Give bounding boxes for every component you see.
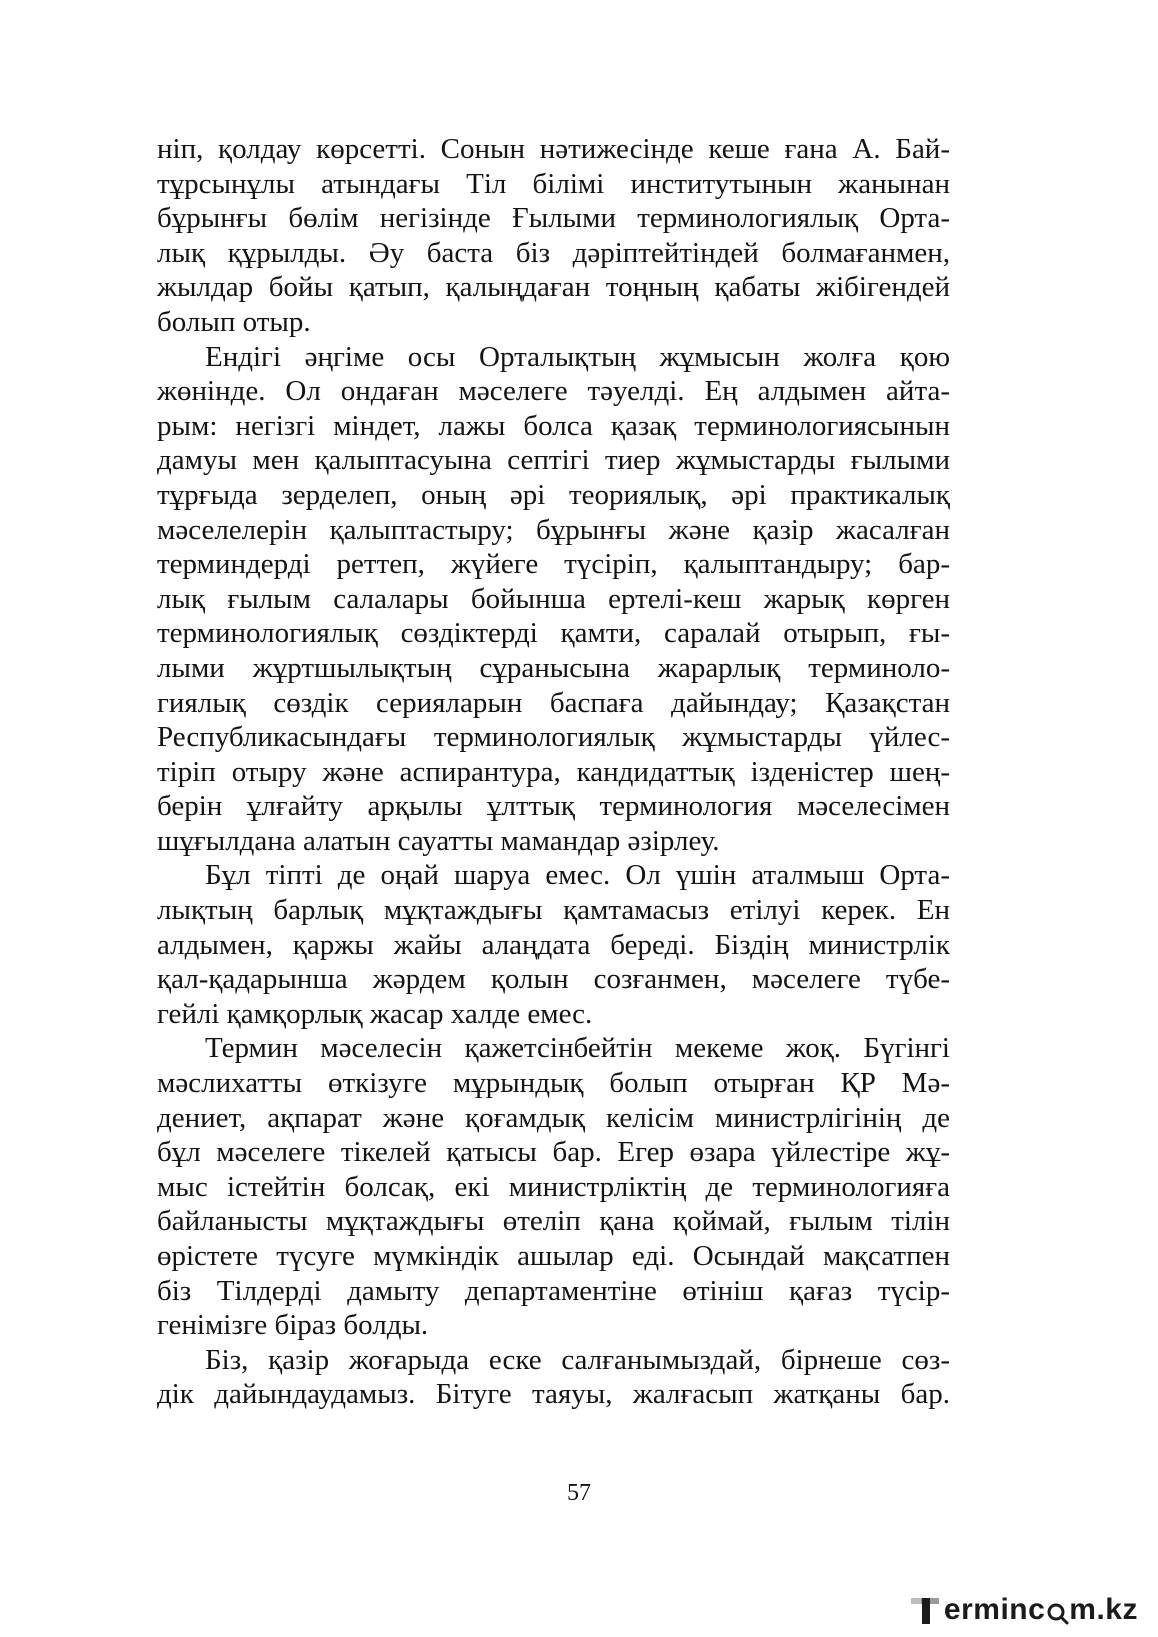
paragraph [157,1343,950,1412]
text-line: дамуы мен қалыптасуына септігі тиер жұмыстарды ғылыми [157,444,950,477]
text-line: қал-қадарынша жәрдем қолын созғанмен, мәселеге түбе- [157,963,950,996]
text-line: болып отыр. [157,305,311,338]
text-line: лық құрылды. Әу баста біз дәріптейтіндей болмағанмен, [157,236,950,269]
text-line: шұғылдана алатын сауатты мамандар әзірлеу. [157,824,720,857]
watermark-text-end: m.kz [1069,1593,1138,1626]
text-line: рым: негізгі міндет, лажы болса қазақ терминологиясынын [157,409,950,442]
watermark-logo [909,1590,1138,1630]
text-line: жөнінде. Ол ондаған мәселеге тәуелді. Ең алдымен айта- [157,375,950,408]
text-line: генімізге біраз болды. [157,1309,429,1342]
text-line: дениет, ақпарат және қоғамдық келісім министрлігінің де [157,1101,950,1134]
text-line: лық ғылым салалары бойынша ертелі-кеш жарық көрген [157,582,950,615]
text-line: жылдар бойы қатып, қалыңдаған тоңның қабаты жібігендей [157,271,950,304]
text-line: тұрғыда зерделеп, оның әрі теориялық, әрі практикалық [157,478,950,511]
paragraph [157,340,950,859]
body-text [157,132,950,1412]
paragraph [157,858,950,1031]
page-number: 57 [567,1480,591,1506]
text-line: алдымен, қаржы жайы алаңдата береді. Біздің министрлік [157,928,950,961]
text-line: Ендігі әңгіме осы Орталықтың жұмысын жолға қою [205,340,950,373]
text-line: өрістете түсуге мүмкіндік ашылар еді. Осындай мақсатпен [157,1240,950,1272]
text-line: мәселелерін қалыптастыру; бұрынғы және қазір жасалған [157,513,950,546]
text-line: ніп, қолдау көрсетті. Сонын нәтижесінде кеше ғана А. Бай- [157,133,950,165]
text-line: мәслихатты өткізуге мұрындық болып отырған ҚР Мә- [157,1067,950,1100]
text-line: бұл мәселеге тікелей қатысы бар. Егер өзара үйлестіре жұ- [157,1136,950,1169]
text-line: біз Тілдерді дамыту департаментіне өтініш қағаз түсір- [157,1274,950,1307]
text-line: терминологиялық сөздіктерді қамти, саралай отырып, ғы- [157,617,950,650]
text-line: Бұл тіпті де оңай шаруа емес. Ол үшін аталмыш Орта- [205,859,950,892]
text-line: Біз, қазір жоғарыда еске салғанымыздай, бірнеше сөз- [205,1343,950,1376]
watermark-text-start: erminc [943,1593,1046,1626]
magnifier-o-icon [1045,1593,1069,1627]
paragraph [157,132,950,340]
text-line: Термин мәселесін қажетсінбейтін мекеме жоқ. Бүгінгі [205,1032,950,1065]
text-line: терминдерді реттеп, жүйеге түсіріп, қалыптандыру; бар- [157,548,950,581]
text-line: тіріп отыру және аспирантура, кандидаттық ізденістер шең- [157,755,950,788]
text-line: лықтың барлық мұқтаждығы қамтамасыз етілуі керек. Ен [157,894,950,927]
t-logo-icon [909,1593,943,1627]
text-line: гейлі қамқорлық жасар халде емес. [157,997,593,1030]
text-line: бұрынғы бөлім негізінде Ғылыми терминологиялық Орта- [157,202,950,235]
text-line: мыс істейтін болсақ, екі министрліктің де терминологияға [157,1170,950,1203]
text-line: лыми жұртшылықтың сұранысына жарарлық терминоло- [157,651,950,684]
text-line: берін ұлғайту арқылы ұлттық терминология мәселесімен [157,790,950,823]
text-line: байланысты мұқтаждығы өтеліп қана қоймай, ғылым тілін [157,1205,950,1238]
text-line: дік дайындаудамыз. Бітуге таяуы, жалғасып жатқаны бар. [157,1378,950,1411]
text-line: тұрсынұлы атындағы Тіл білімі институтынын жанынан [157,167,950,200]
text-line: гиялық сөздік серияларын баспаға дайындау; Қазақстан [157,686,950,719]
text-line: Республикасындағы терминологиялық жұмыстарды үйлес- [157,721,950,754]
paragraph [157,1031,950,1342]
